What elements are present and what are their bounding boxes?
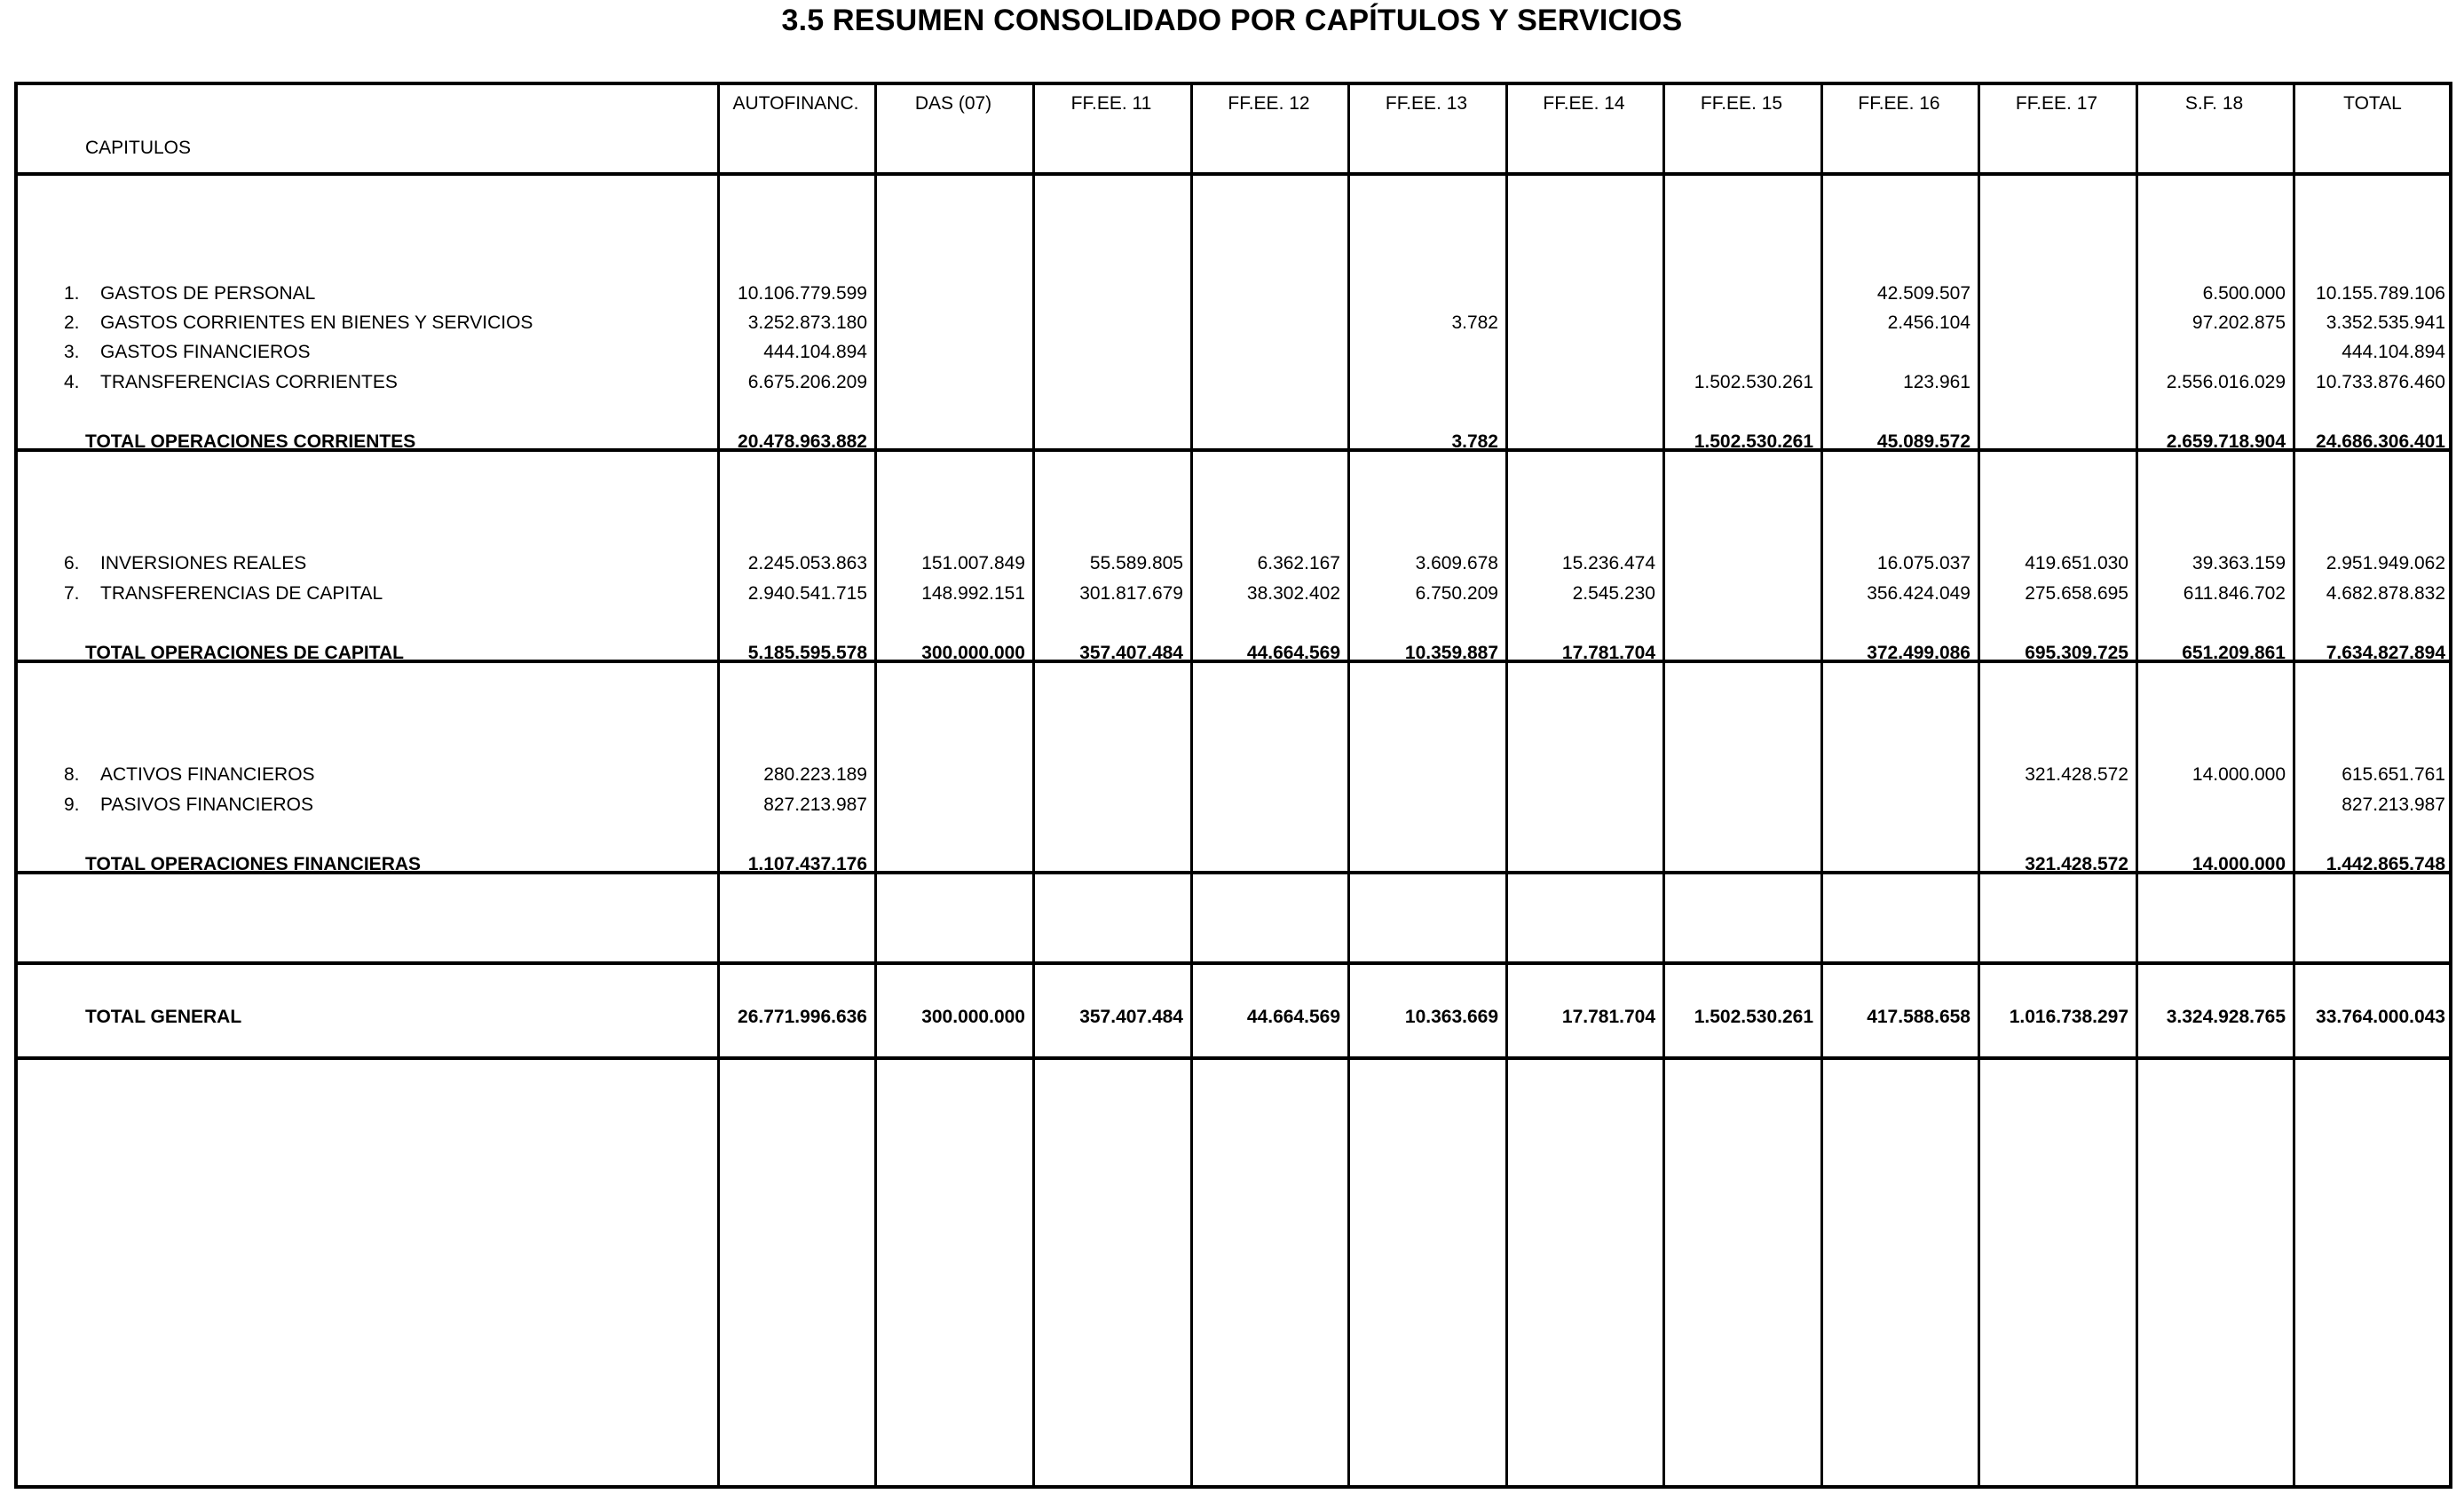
column-header: FF.EE. 11: [1070, 93, 1152, 114]
column-header: AUTOFINANC.: [732, 93, 859, 114]
row-label: TRANSFERENCIAS DE CAPITAL: [100, 583, 383, 604]
row-label: ACTIVOS FINANCIEROS: [100, 764, 315, 785]
table-cell: 2.245.053.863: [747, 553, 867, 573]
table-cell: 24.686.306.401: [2316, 431, 2445, 452]
row-number: 6.: [64, 553, 80, 573]
row-label: GASTOS CORRIENTES EN BIENES Y SERVICIOS: [100, 312, 533, 333]
row-number: 9.: [64, 794, 80, 815]
table-cell: 321.428.572: [2025, 854, 2128, 874]
table-cell: 321.428.572: [2025, 764, 2128, 785]
table-cell: 17.781.704: [1561, 643, 1655, 663]
column-divider: [1505, 82, 1508, 1489]
table-cell: 1.502.530.261: [1694, 1007, 1813, 1027]
row-label: INVERSIONES REALES: [100, 553, 307, 573]
grand-total-label: TOTAL GENERAL: [85, 1007, 242, 1027]
column-divider: [1190, 82, 1193, 1489]
table-cell: 357.407.484: [1079, 643, 1183, 663]
table-cell: 1.107.437.176: [747, 854, 867, 874]
table-cell: 300.000.000: [921, 643, 1025, 663]
row-label: GASTOS FINANCIEROS: [100, 342, 311, 362]
table-cell: 827.213.987: [2342, 794, 2445, 815]
table-cell: 695.309.725: [2025, 643, 2128, 663]
column-header: TOTAL: [2343, 93, 2402, 114]
table-cell: 6.675.206.209: [747, 372, 867, 392]
table-cell: 10.363.669: [1404, 1007, 1498, 1027]
column-divider: [874, 82, 877, 1489]
table-cell: 151.007.849: [921, 553, 1025, 573]
table-cell: 301.817.679: [1079, 583, 1183, 604]
row-number: 4.: [64, 372, 80, 392]
table-cell: 651.209.861: [2182, 643, 2286, 663]
column-header: FF.EE. 17: [2015, 93, 2098, 114]
row-divider: [14, 961, 2452, 965]
table-cell: 417.588.658: [1867, 1007, 1970, 1027]
column-divider: [1347, 82, 1350, 1489]
table-cell: 26.771.996.636: [738, 1007, 867, 1027]
column-header: FF.EE. 14: [1543, 93, 1625, 114]
column-header: FF.EE. 16: [1858, 93, 1940, 114]
row-number: 2.: [64, 312, 80, 333]
table-cell: 3.324.928.765: [2166, 1007, 2286, 1027]
row-number: 1.: [64, 283, 80, 304]
row-label: TRANSFERENCIAS CORRIENTES: [100, 372, 398, 392]
section-total-label: TOTAL OPERACIONES CORRIENTES: [85, 431, 416, 452]
table-cell: 6.500.000: [2202, 283, 2286, 304]
table-cell: 280.223.189: [763, 764, 867, 785]
table-cell: 7.634.827.894: [2326, 643, 2445, 663]
row-label: GASTOS DE PERSONAL: [100, 283, 316, 304]
table-cell: 6.750.209: [1415, 583, 1498, 604]
column-header: DAS (07): [914, 93, 992, 114]
row-number: 3.: [64, 342, 80, 362]
section-total-label: TOTAL OPERACIONES FINANCIERAS: [85, 854, 422, 874]
table-cell: 611.846.702: [2183, 583, 2286, 604]
table-cell: 2.545.230: [1572, 583, 1655, 604]
page-title: 3.5 RESUMEN CONSOLIDADO POR CAPÍTULOS Y SERVICIOS: [781, 4, 1683, 37]
table-cell: 33.764.000.043: [2316, 1007, 2445, 1027]
column-divider: [1032, 82, 1035, 1489]
table-cell: 17.781.704: [1561, 1007, 1655, 1027]
table-cell: 45.089.572: [1876, 431, 1970, 452]
table-cell: 372.499.086: [1867, 643, 1970, 663]
column-header: S.F. 18: [2184, 93, 2244, 114]
table-cell: 14.000.000: [2192, 764, 2286, 785]
table-cell: 3.252.873.180: [747, 312, 867, 333]
header-row-label: CAPITULOS: [85, 138, 192, 158]
table-cell: 2.940.541.715: [747, 583, 867, 604]
table-cell: 1.502.530.261: [1694, 431, 1813, 452]
table-cell: 1.502.530.261: [1694, 372, 1813, 392]
row-label: PASIVOS FINANCIEROS: [100, 794, 313, 815]
table-cell: 10.106.779.599: [738, 283, 867, 304]
row-divider: [14, 1056, 2452, 1060]
table-cell: 123.961: [1903, 372, 1970, 392]
table-cell: 419.651.030: [2025, 553, 2128, 573]
table-cell: 1.442.865.748: [2326, 854, 2445, 874]
table-cell: 97.202.875: [2192, 312, 2286, 333]
table-cell: 44.664.569: [1246, 1007, 1340, 1027]
column-divider: [1662, 82, 1665, 1489]
row-number: 8.: [64, 764, 80, 785]
table-cell: 444.104.894: [763, 342, 867, 362]
section-total-label: TOTAL OPERACIONES DE CAPITAL: [85, 643, 404, 663]
row-number: 7.: [64, 583, 80, 604]
table-cell: 300.000.000: [921, 1007, 1025, 1027]
table-cell: 55.589.805: [1089, 553, 1183, 573]
table-cell: 2.951.949.062: [2326, 553, 2445, 573]
table-cell: 15.236.474: [1561, 553, 1655, 573]
table-cell: 357.407.484: [1079, 1007, 1183, 1027]
table-cell: 444.104.894: [2342, 342, 2445, 362]
table-cell: 5.185.595.578: [747, 643, 867, 663]
table-cell: 20.478.963.882: [738, 431, 867, 452]
column-header: FF.EE. 15: [1700, 93, 1783, 114]
table-cell: 14.000.000: [2192, 854, 2286, 874]
table-cell: 2.659.718.904: [2166, 431, 2286, 452]
table-cell: 2.556.016.029: [2166, 372, 2286, 392]
table-cell: 275.658.695: [2025, 583, 2128, 604]
table-cell: 16.075.037: [1876, 553, 1970, 573]
row-divider: [14, 172, 2452, 176]
table-cell: 2.456.104: [1887, 312, 1970, 333]
table-cell: 3.352.535.941: [2326, 312, 2445, 333]
table-cell: 827.213.987: [763, 794, 867, 815]
table-cell: 356.424.049: [1867, 583, 1970, 604]
table-cell: 1.016.738.297: [2009, 1007, 2128, 1027]
table-cell: 10.155.789.106: [2316, 283, 2445, 304]
column-header: FF.EE. 13: [1385, 93, 1468, 114]
table-cell: 3.782: [1451, 312, 1498, 333]
table-cell: 6.362.167: [1257, 553, 1340, 573]
table-cell: 4.682.878.832: [2326, 583, 2445, 604]
table-cell: 10.359.887: [1404, 643, 1498, 663]
table-cell: 44.664.569: [1246, 643, 1340, 663]
table-cell: 615.651.761: [2342, 764, 2445, 785]
table-cell: 42.509.507: [1876, 283, 1970, 304]
table-cell: 148.992.151: [921, 583, 1025, 604]
table-cell: 38.302.402: [1246, 583, 1340, 604]
table-cell: 10.733.876.460: [2316, 372, 2445, 392]
table-cell: 3.782: [1451, 431, 1498, 452]
table-cell: 39.363.159: [2192, 553, 2286, 573]
column-header: FF.EE. 12: [1228, 93, 1310, 114]
table-cell: 3.609.678: [1415, 553, 1498, 573]
